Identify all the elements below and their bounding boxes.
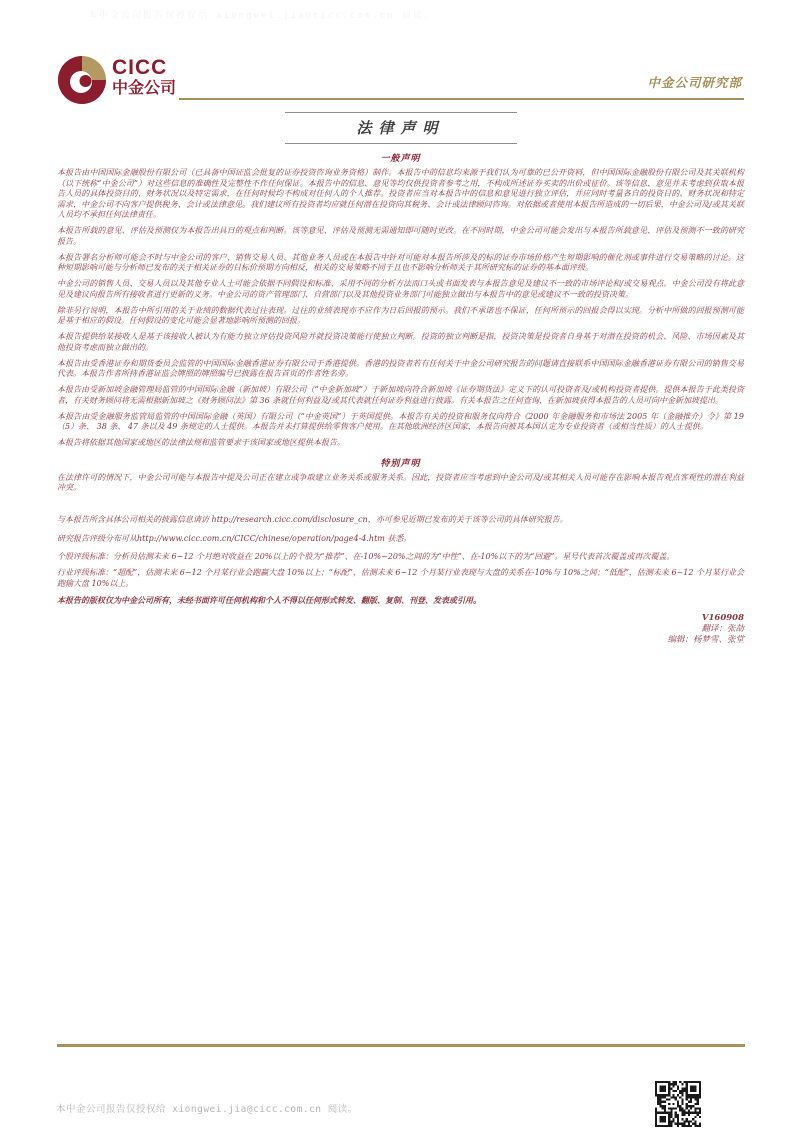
footer-gold-rule — [57, 1044, 745, 1047]
general-paragraph: 本报告署名分析师可能会不时与中金公司的客户、销售交易人员、其他业务人员或在本报告中针对可能对本报告所涉及的标的证券市场价格产生短期影响的催化剂或事件进行交易策略的讨论。这种短期影响可能与分析师已发布的关于相关证券的目标价预期方向相反，相关的交易策略不同于且也不影响分析师关于其所研究标的证券的基本面评级。 — [57, 252, 744, 272]
authorization-footer-text: 本中金公司报告仅授权给 xiongwei.jia@cicc.com.cn 阅读。 — [56, 1104, 358, 1115]
special-paragraph: 在法律许可的情况下，中金公司可能与本报告中提及公司正在建立或争取建立业务关系或服务关系。因此，投资者应当考虑到中金公司及/或其相关人员可能存在影响本报告观点客观性的潜在利益冲突。 — [57, 472, 744, 492]
qr-code — [655, 1081, 701, 1127]
copyright-notice: 本报告的版权仅为中金公司所有，未经书面许可任何机构和个人不得以任何形式转发、翻版、复制、刊登、发表或引用。 — [57, 594, 481, 605]
credits-block — [57, 613, 744, 646]
authorization-watermark: 本中金公司报告仅授权给 xiongwei.jia@cicc.com.cn 阅读。 — [88, 11, 435, 21]
special-statement-heading: 特别声明 — [380, 458, 421, 469]
general-paragraph: 本报告由受新加坡金融管理局监管的中国国际金融（新加坡）有限公司（“中金新加坡”）于新加坡向符合新加坡《证券期货法》定义下的认可投资者及/或机构投资者提供。提供本报告于此类投资者，有关财务顾问将无需根据新加坡之《财务顾问法》第 36 条就任何利益及/或其代表就任何证券利益进行披露。有关本报告之任何查询，在新加坡获得本报告的人员可向中金新加坡提出。 — [57, 385, 744, 405]
logo-company-name: 中金公司 — [112, 80, 177, 97]
page-title: 法律声明 — [285, 112, 517, 144]
legal-statement-body — [57, 112, 744, 646]
section-spacer — [57, 499, 744, 515]
general-paragraph: 本报告由受金融服务监管局监管的中国国际金融（英国）有限公司（“中金英国”）于英国提供。本报告有关的投资和服务仅向符合《2000 年金融服务和市场法 2005 年（金融推介）令》第 19（5）条、 38 条、 47 条以及 49 条规定的人士提供。本报告并未打算提供给零售客户使用。在其他欧洲经济区国家，本报告向被其本国认定为专业投资者（或相当性质）的人士提供。 — [57, 411, 744, 431]
header-gold-rule — [179, 98, 744, 100]
version-code: V160908 — [701, 613, 744, 623]
cicc-logo-icon — [57, 55, 107, 105]
general-paragraph: 本报告提供给某接收人是基于该接收人被认为有能力独立评估投资风险并就投资决策能行使独立判断。投资的独立判断是指，投资决策是投资者自身基于对潜在投资的机会、风险、市场因素及其他投资考虑而独立做出的。 — [57, 332, 744, 352]
general-paragraph: 本报告由中国国际金融股份有限公司（已具备中国证监会批复的证券投资咨询业务资格）制作。本报告中的信息均来源于我们认为可靠的已公开资料，但中国国际金融股份有限公司及其关联机构（以下统称“中金公司”）对这些信息的准确性及完整性不作任何保证。本报告中的信息、意见等均仅供投资者参考之用，不构成所述证券买卖的出价或征价。该等信息、意见并未考虑到获取本报告人员的具体投资目的、财务状况以及特定需求，在任何时候均不构成对任何人的个人推荐。投资者应当对本报告中的信息和意见进行独立评估，并应同时考量各自的投资目的、财务状况和特定需求，中金公司不向客户提供税务、会计或法律意见。我们建议所有投资者均应就任何潜在投资向其税务、会计或法律顾问咨询。对依据或者使用本报告所造成的一切后果，中金公司及/或其关联人员均不承担任何法律责任。 — [57, 168, 744, 219]
general-paragraph: 中金公司的销售人员、交易人员以及其他专业人士可能会依据不同假设和标准、采用不同的分析方法而口头或书面发表与本报告意见及建议不一致的市场评论和/或交易观点。中金公司没有将此意见及建议向报告所有接收者进行更新的义务。中金公司的资产管理部门、自营部门以及其他投资业务部门可能独立做出与本报告中的意见或建议不一致的投资决策。 — [57, 279, 744, 299]
logo-wordmark — [112, 57, 176, 97]
general-paragraph: 本报告由受香港证券和期货委员会监管的中国国际金融香港证券有限公司于香港提供。香港的投资者若有任何关于中金公司研究报告的问题请直接联系中国国际金融香港证券有限公司的销售交易代表。本报告作者所持香港证监会牌照的牌照编号已披露在报告首页的作者姓名旁。 — [57, 358, 744, 378]
logo-acronym: CICC — [112, 56, 168, 79]
general-paragraph: 除非另行说明，本报告中所引用的关于业绩的数据代表过往表现。过往的业绩表现亦不应作为日后回报的预示。我们不承诺也不保证，任何所预示的回报会得以实现。分析中所做的回报预测可能是基于相应的假设。任何假设的变化可能会显著地影响所预测的回报。 — [57, 305, 744, 325]
general-paragraph: 本报告将依据其他国家或地区的法律法规和监管要求于该国家或地区提供本报告。 — [57, 438, 345, 447]
industry-rating-criteria: 行业评级标准：“超配”，估测未来 6~12 个月某行业会跑赢大盘 10%以上；“标配”，估测未来 6~12 个月某行业表现与大盘的关系在-10%与 10%之间；“低配”，估测未来 6~12 个月某行业会跑输大盘 10%以上。 — [57, 568, 744, 588]
translator-credit: 翻译：张劼 — [701, 624, 744, 634]
editor-credit: 编辑：杨梦雪、张堂 — [667, 635, 744, 645]
stock-rating-criteria: 个股评级标准：分析员估测未来 6~12 个月绝对收益在 20%以上的个股为“推荐”、在-10%~20%之间的为“中性”、在-10%以下的为“回避”。星号代表首次覆盖或再次覆盖。 — [57, 552, 675, 561]
rating-distribution-url-line: 研究报告评级分布可从http://www.cicc.com.cn/CICC/chinese/operation/page4-4.htm 获悉。 — [57, 533, 412, 543]
disclosure-url-line: 与本报告所含具体公司相关的披露信息请访 http://research.cicc.com/disclosure_cn，亦可参见近期已发布的关于该等公司的具体研究报告。 — [57, 515, 568, 524]
report-header — [57, 55, 744, 103]
general-statement-heading: 一般声明 — [380, 154, 421, 164]
general-paragraph: 本报告所载的意见、评估及预测仅为本报告出具日的观点和判断。该等意见、评估及预测无需通知即可随时更改。在不同时期，中金公司可能会发出与本报告所载意见、评估及预测不一致的研究报告。 — [57, 226, 744, 246]
research-department-label: 中金公司研究部 — [647, 75, 742, 90]
